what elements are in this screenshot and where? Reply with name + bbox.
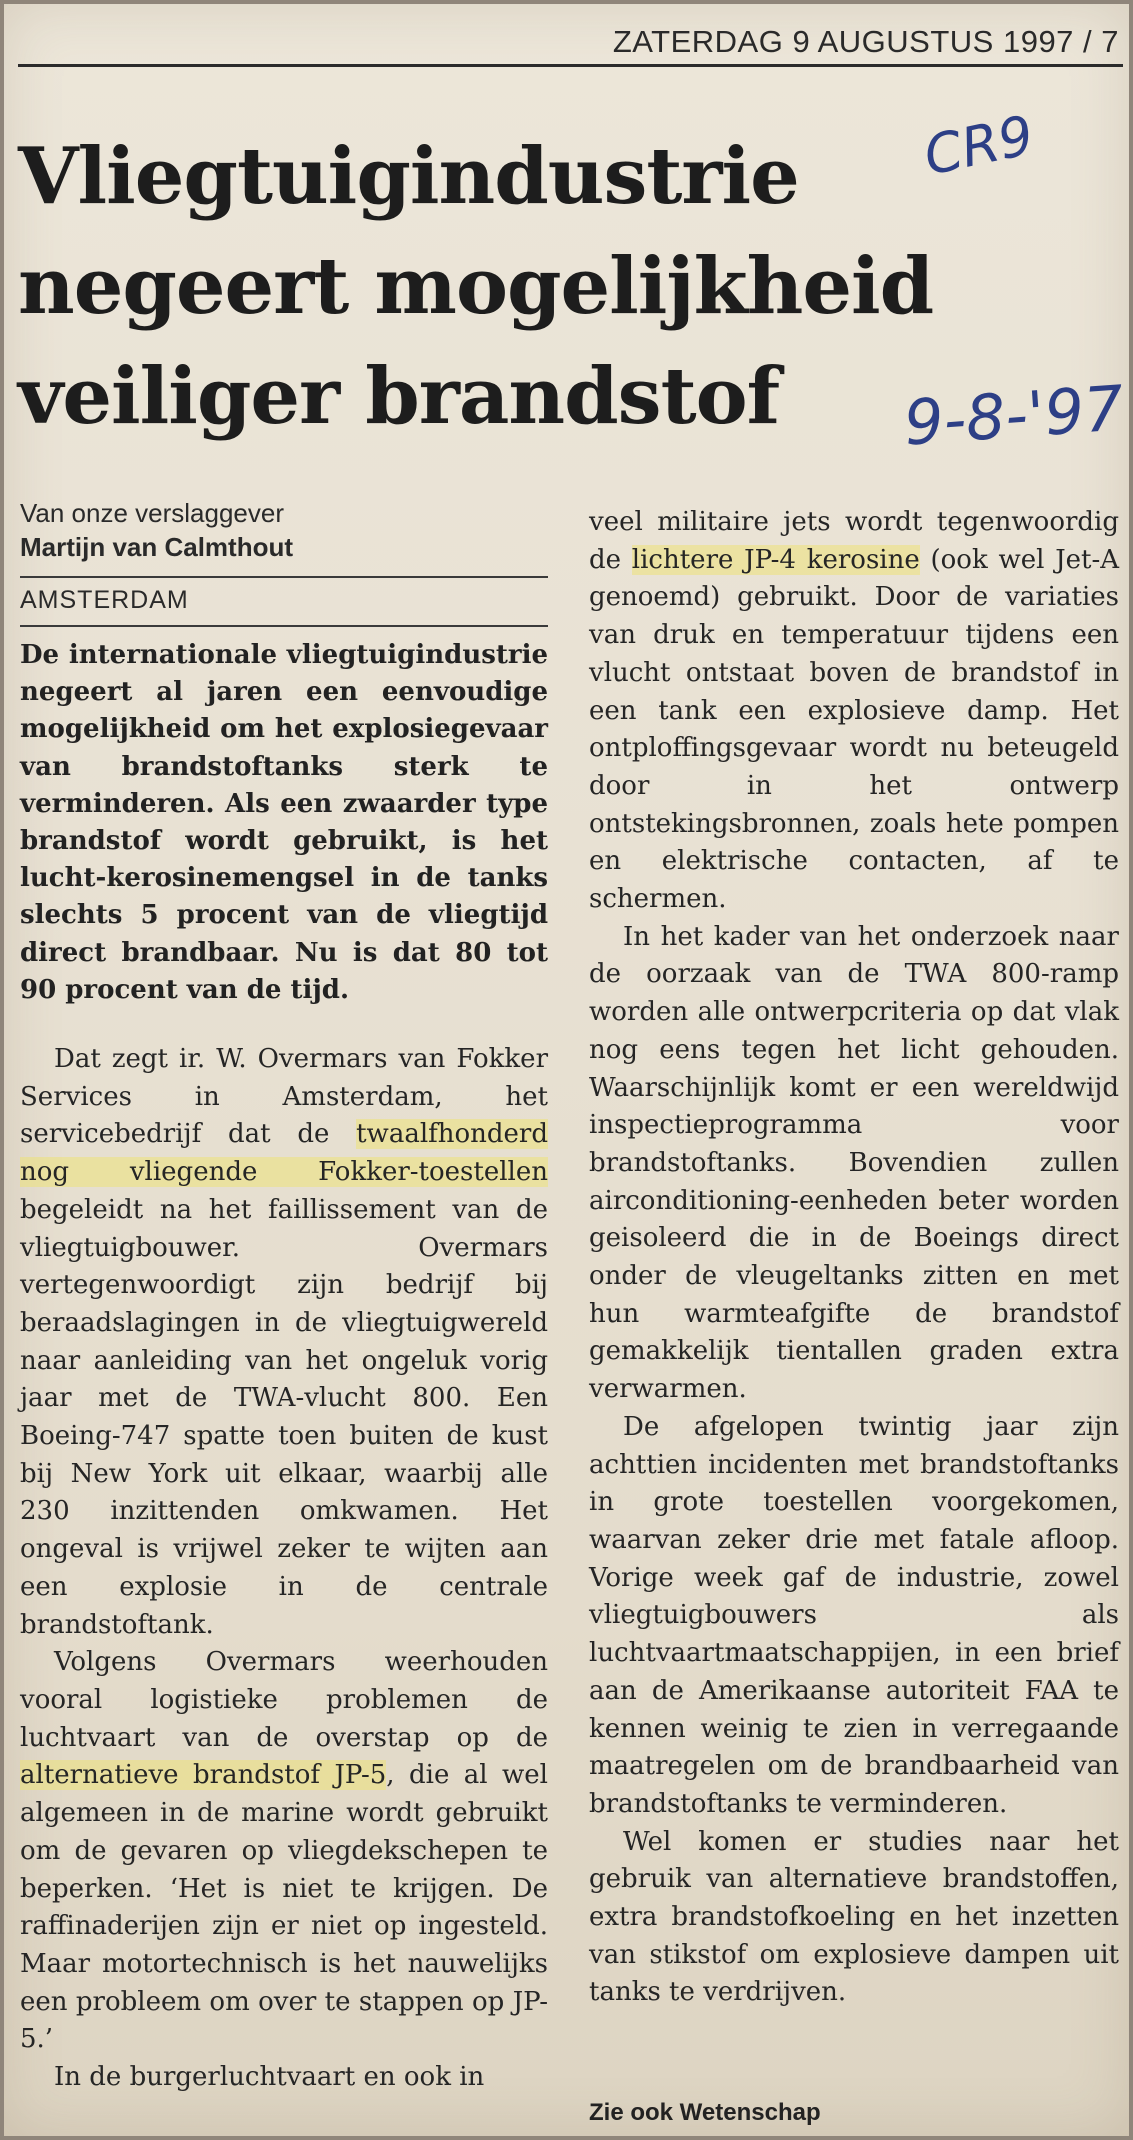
paragraph-5: De afgelopen twintig jaar zijn achttien incidenten met brandstoftanks in grote toestellen voorgekomen, waarvan zeker drie met fatale afloop. Vorige week gaf de industrie, zowel vliegtuigbouwers als luchtvaartmaatschappijen, in een brief aan de Amerikaanse autoriteit FAA te kennen weinig te zien in verregaande maatregelen om de brandbaarheid van brandstoftanks te verminderen. (589, 1411, 1119, 1819)
paragraph-3-continued (589, 504, 1119, 919)
article-column-right (589, 504, 1120, 2126)
paragraph-2-text-a: Volgens Overmars weerhouden vooral logistieke problemen de luchtvaart van de overstap op de (20, 1647, 548, 1753)
byline-author: Martijn van Calmthout (20, 532, 294, 562)
handwritten-date: 9-8-'97 (901, 371, 1126, 460)
dateline-place: AMSTERDAM (20, 586, 189, 614)
handwritten-initials: CR9 (918, 103, 1039, 188)
paragraph-1-text-b: begeleidt na het faillissement van de vliegtuigbouwer. Overmars vertegenwoordigt zijn bedrijf bij beraadslagingen in de vliegtuigwereld naar aanleiding van het ongeluk vorig jaar met de TWA-vlucht 800. Een Boeing-747 spatte toen buiten de kust bij New York uit elkaar, waarbij alle 230 inzittenden omkwamen. Het ongeval is vrijwel zeker te wijten aan een explosie in de centrale brandstoftank. (20, 1194, 548, 1640)
see-also-reference: Zie ook Wetenschap (589, 2099, 821, 2126)
paragraph-2-highlight: alternatieve brandstof JP-5 (20, 1760, 387, 1791)
paragraph-3-highlight: lichtere JP-4 kerosine (631, 544, 920, 575)
paragraph-3-text-b: (ook wel Jet-A genoemd) gebruikt. Door de variaties van druk en temperatuur tijdens een vlucht ontstaat boven de brandstof in een tank een explosieve damp. Het ontploffingsgevaar wordt nu beteugeld door in het ontwerp ontstekingsbronnen, zoals hete pompen en elektrische contacten, af te schermen. (589, 544, 1120, 915)
lead-paragraph: De internationale vliegtuigindustrie negeert al jaren een eenvoudige mogelijkheid om het explosiegevaar van brandstoftanks sterk te verminderen. Als een zwaarder type brandstof wordt gebruikt, is het lucht-kerosinemengsel in de tanks slechts 5 procent van de vliegtijd direct brandbaar. Nu is dat 80 tot 90 procent van de tijd. (20, 640, 548, 1005)
newspaper-clipping (4, 4, 1129, 2136)
paragraph-2 (20, 1644, 548, 2059)
top-rule (18, 64, 1123, 67)
paragraph-4: In het kader van het onderzoek naar de oorzaak van de TWA 800-ramp worden alle ontwerpcriteria op dat vlak nog eens tegen het licht gehouden. Waarschijnlijk komt er een wereldwijd inspectieprogramma voor brandstoftanks. Bovendien zullen airconditioning-eenheden beter worden geisoleerd die in de Boeings direct onder de vleugeltanks zitten en met hun warmteafgifte de brandstof gemakkelijk tientallen graden extra verwarmen. (589, 921, 1119, 1405)
paragraph-1-highlight: twaalfhonderd nog vliegende Fokker-toestellen (20, 1119, 548, 1188)
article-column-left (20, 496, 548, 2097)
byline-intro: Van onze verslaggever (20, 498, 285, 528)
paragraph-1 (20, 1041, 548, 1644)
headline-line-1: Vliegtuigindustrie (18, 131, 799, 222)
headline-line-2: negeert mogelijkheid (18, 241, 934, 332)
paragraph-1-text-a: Dat zegt ir. W. Overmars van Fokker Services in Amsterdam, het servicebedrijf dat de (20, 1044, 548, 1150)
paragraph-2-text-b: , die al wel algemeen in de marine wordt gebruikt om de gevaren op vliegdekschepen te beperken. ‘Het is niet te krijgen. De raffinaderijen zijn er niet op ingesteld. Maar motortechnisch is het nauwelijks een probleem om over te stappen op JP-5.’ (20, 1760, 548, 2055)
paragraph-3: In de burgerluchtvaart en ook in (54, 2062, 485, 2093)
headline (18, 122, 1018, 452)
headline-line-3: veiliger brandstof (18, 351, 780, 442)
paragraph-6: Wel komen er studies naar het gebruik van alternatieve brandstoffen, extra brandstofkoeling en het inzetten van stikstof om explosieve dampen uit tanks te verdrijven. (589, 1826, 1119, 2008)
page-dateline: ZATERDAG 9 AUGUSTUS 1997 / 7 (612, 24, 1119, 59)
paragraph-3-text-a: veel militaire jets wordt tegenwoordig de (589, 507, 1119, 575)
byline-rule (20, 576, 548, 578)
place-rule (20, 625, 548, 627)
